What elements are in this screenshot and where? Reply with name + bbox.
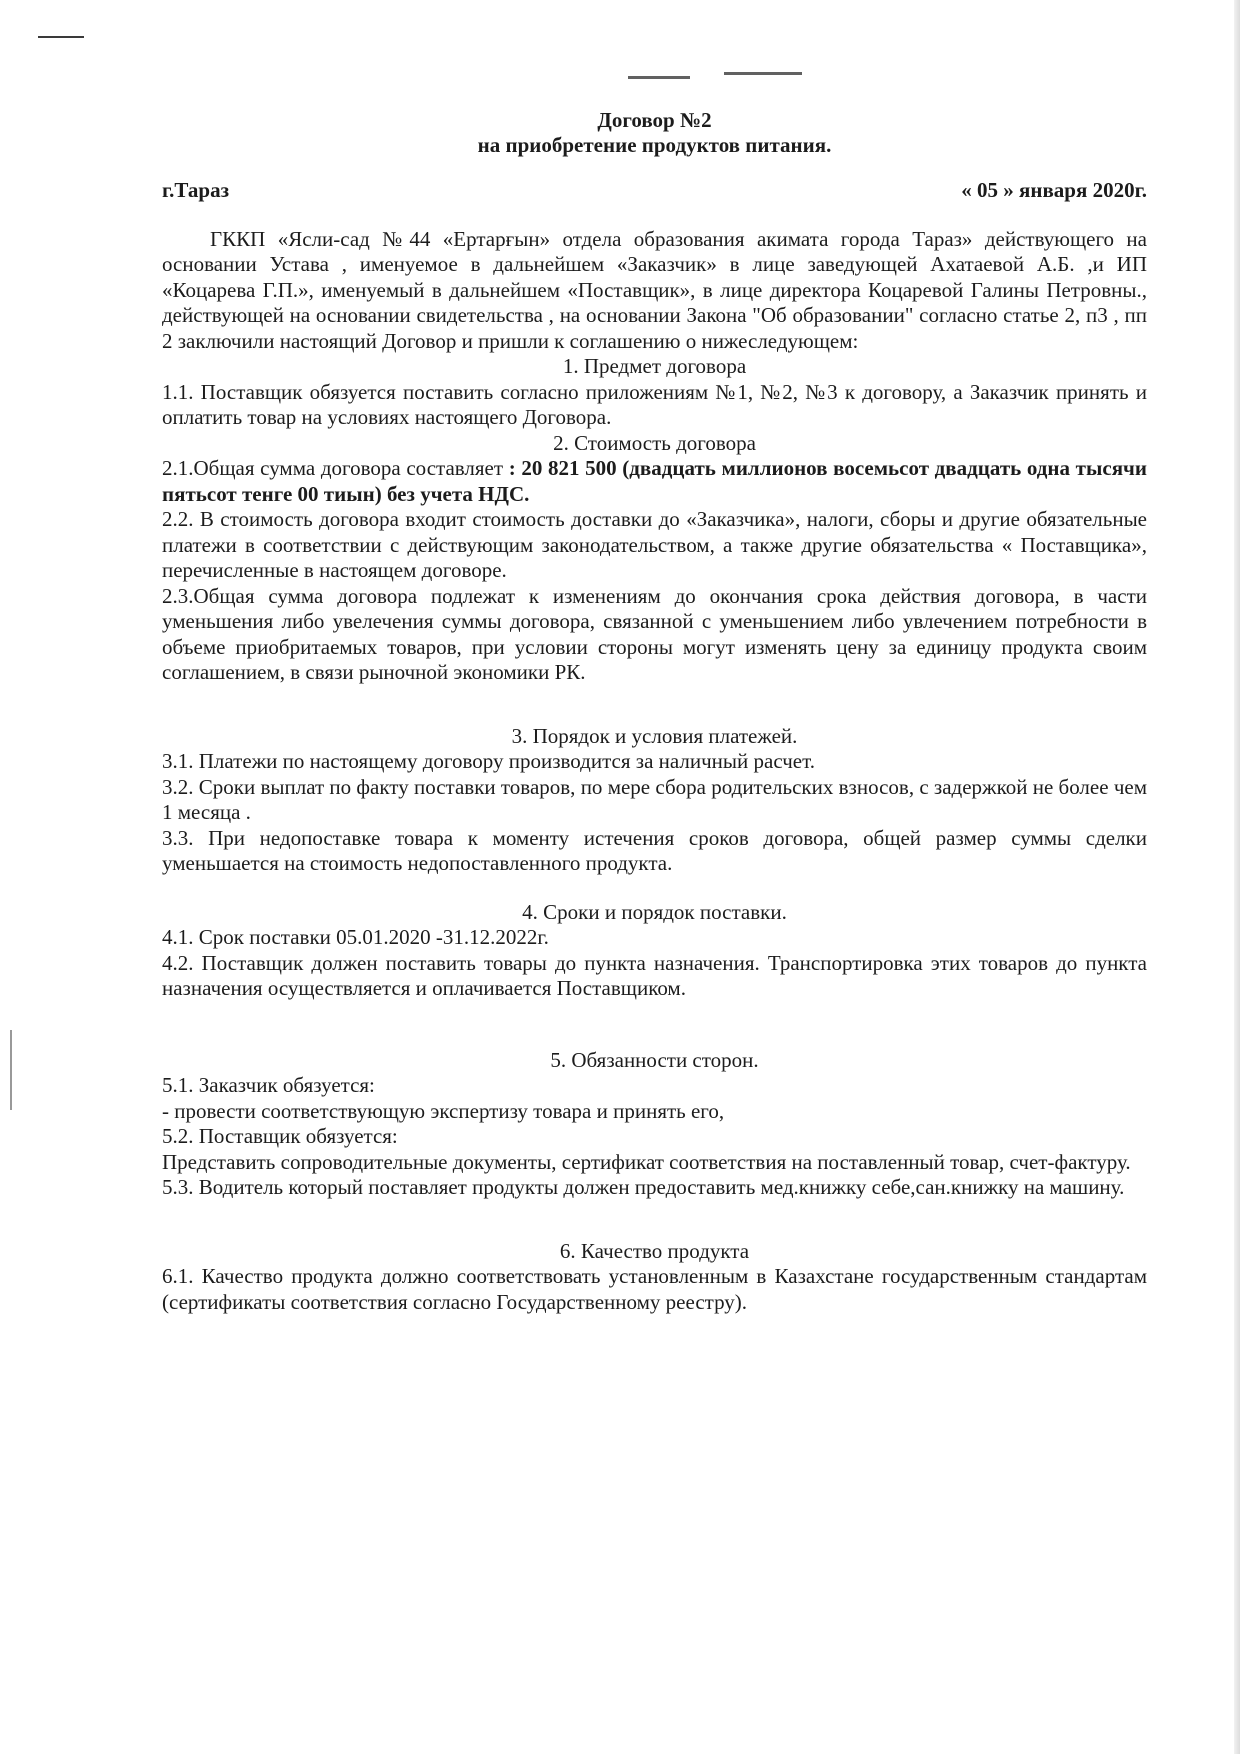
clause-4-1: 4.1. Срок поставки 05.01.2020 -31.12.2022г.	[162, 925, 549, 949]
section-3-heading: 3. Порядок и условия платежей.	[511, 723, 798, 748]
scan-artifact-mark	[628, 76, 690, 79]
place-date-row	[162, 178, 1147, 204]
scan-artifact-mark	[724, 72, 802, 75]
contract-date: « 05 » января 2020г.	[961, 178, 1147, 202]
preamble-paragraph: ГККП «Ясли-сад №44 «Ертарғын» отдела образования акимата города Тараз» действующего на основании Устава , именуемое в дальнейшем «Заказчик» в лице заведующей Ахатаевой А.Б. ,и ИП «Коцарева Г.П.», именуемый в дальнейшем «Поставщик», в лице директора Коцаревой Галины Петровны., действующей на основании свидетельства , на основании Закона "Об образовании" согласно статье 2, п3 , пп 2 заключили настоящий Договор и пришли к соглашению о нижеследующем:	[162, 226, 1147, 353]
clause-3-2: 3.2. Сроки выплат по факту поставки товаров, по мере сбора родительских взносов, с задержкой не более чем 1 месяца .	[162, 774, 1147, 824]
clause-5-2: 5.2. Поставщик обязуется:	[162, 1124, 398, 1148]
scan-artifact-mark	[10, 1030, 12, 1110]
contract-total-amount: : 20 821 500 (двадцать миллионов восемьсот двадцать одна тысячи пятьсот тенге 00 тиын) без учета НДС.	[162, 456, 1147, 506]
section-6-heading: 6. Качество продукта	[559, 1238, 750, 1263]
document-subtitle: на приобретение продуктов питания.	[477, 133, 832, 157]
city: г.Тараз	[162, 178, 230, 202]
clause-2-1-prefix: 2.1.Общая сумма договора составляет	[162, 456, 509, 480]
clause-5-1: 5.1. Заказчик обязуется:	[162, 1073, 375, 1097]
page-edge-shadow	[1234, 0, 1240, 1754]
clause-1-1: 1.1. Поставщик обязуется поставить согласно приложениям №1, №2, №3 к договору, а Заказчик принять и оплатить товар на условиях настоящего Договора.	[162, 379, 1147, 429]
section-4-heading: 4. Сроки и порядок поставки.	[522, 899, 787, 924]
clause-5-2-item: Представить сопроводительные документы, сертификат соответствия на поставленный товар, счет-фактуру.	[162, 1149, 1131, 1174]
clause-2-2: 2.2. В стоимость договора входит стоимость доставки до «Заказчика», налоги, сборы и другие обязательные платежи в соответствии с действующим законодательством, а также другие обязательства « Поставщика», перечисленные в настоящем договоре.	[162, 507, 1147, 582]
section-5-heading: 5. Обязанности сторон.	[550, 1047, 759, 1072]
document-body	[162, 108, 1147, 1315]
clause-4-2: 4.2. Поставщик должен поставить товары до пункта назначения. Транспортировка этих товаров до пункта назначения осуществляется и оплачивается Поставщиком.	[162, 950, 1147, 1000]
clause-5-1-item: - провести соответствующую экспертизу товара и принять его,	[162, 1098, 725, 1123]
clause-5-3: 5.3. Водитель который поставляет продукты должен предоставить мед.книжку себе,сан.книжку на машину.	[162, 1175, 1125, 1199]
clause-3-1: 3.1. Платежи по настоящему договору производится за наличный расчет.	[162, 749, 815, 773]
clause-6-1: 6.1. Качество продукта должно соответствовать установленным в Казахстане государственным стандартам (сертификаты соответствия согласно Государственному реестру).	[162, 1264, 1147, 1314]
section-2-heading: 2. Стоимость договора	[553, 430, 756, 455]
document-title: Договор №2	[597, 108, 712, 132]
clause-2-3: 2.3.Общая сумма договора подлежат к изменениям до окончания срока действия договора, в части уменьшения либо увелечения суммы договора, связанной с уменьшением либо увлечением потребности в объеме приобритаемых товаров, при условии стороны могут изменять цену за единицу продукта своим соглашением, в связи рыночной экономики РК.	[162, 583, 1147, 684]
clause-3-3: 3.3. При недопоставке товара к моменту истечения сроков договора, общей размер суммы сделки уменьшается на стоимость недопоставленного продукта.	[162, 825, 1147, 875]
scan-artifact-mark	[38, 36, 84, 38]
clause-2-1	[162, 456, 1147, 507]
section-1-heading: 1. Предмет договора	[562, 354, 747, 378]
